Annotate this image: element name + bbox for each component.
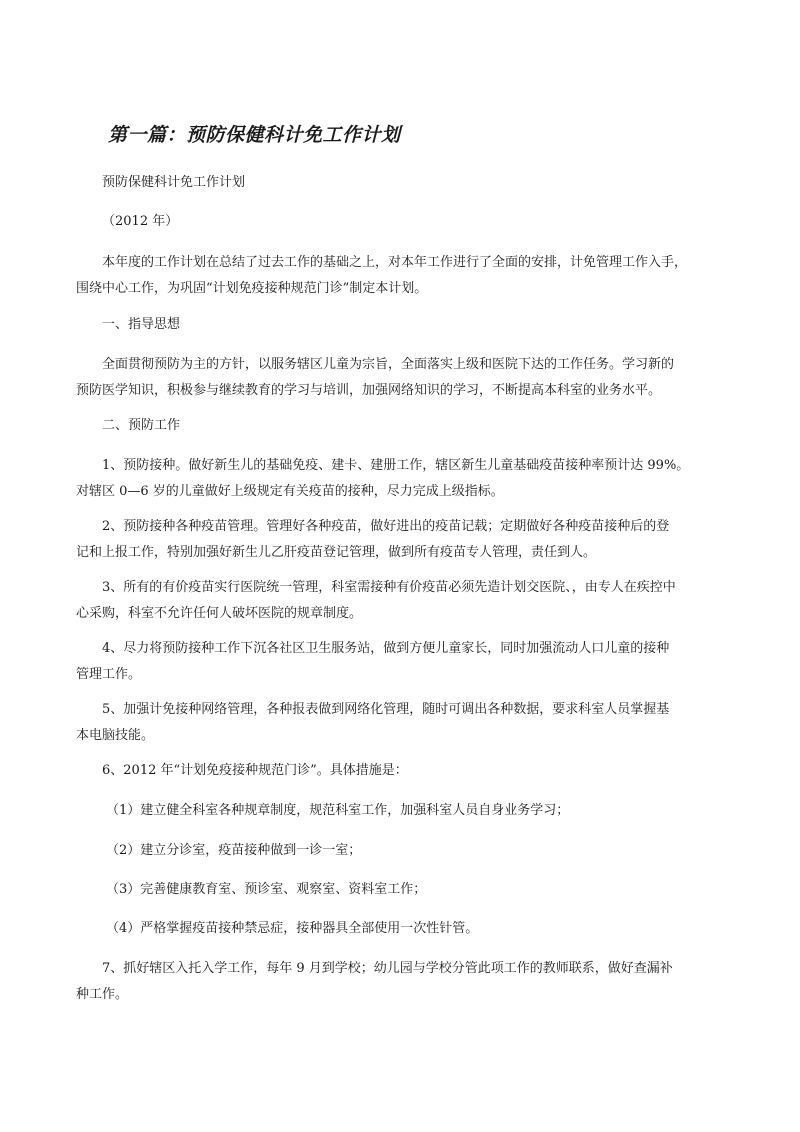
sub-item-4: （4）严格掌握疫苗接种禁忌症，接种器具全部使用一次性针管。: [106, 921, 479, 936]
list-item-4: 4、尽力将预防接种工作下沉各社区卫生服务站，做到方便儿童家长，同时加强流动人口儿童的接种 管理工作。: [76, 641, 670, 682]
sub-item-3: （3）完善健康教育室、预诊室、观察室、资料室工作；: [106, 882, 427, 897]
list-item-2: 2、预防接种各种疫苗管理。管理好各种疫苗，做好进出的疫苗记载；定期做好各种疫苗接种后的登 记和上报工作，特别加强好新生儿乙肝疫苗登记管理，做到所有疫苗专人管理，责任到人。: [76, 519, 670, 560]
document-subtitle: 预防保健科计免工作计划: [102, 175, 246, 190]
sub-item-1: （1）建立健全科室各种规章制度，规范科室工作，加强科室人员自身业务学习；: [106, 803, 570, 818]
document-heading: 第一篇：预防保健科计免工作计划: [108, 124, 401, 146]
section-title-guiding-thought: 一、指导思想: [102, 317, 181, 332]
document-year: （2012 年）: [102, 214, 179, 229]
section-body-guiding-thought: 全面贯彻预防为主的方针，以服务辖区儿童为宗旨，全面落实上级和医院下达的工作任务。学习新的 预防医学知识，积极参与继续教育的学习与培训，加强网络知识的学习，不断提高本科室的业务水平。: [76, 357, 675, 398]
list-item-6: 6、2012 年“计划免疫接种规范门诊”。具体措施是：: [102, 763, 408, 778]
list-item-3: 3、所有的有价疫苗实行医院统一管理，科室需接种有价疫苗必须先造计划交医院、，由专人在疾控中 心采购，科室不允许任何人破坏医院的规章制度。: [76, 580, 676, 621]
list-item-1: 1、预防接种。做好新生儿的基础免疫、建卡、建册工作，辖区新生儿童基础疫苗接种率预计达 99%。 对辖区 0—6 岁的儿童做好上级规定有关疫苗的接种，尽力完成上级指标。: [76, 458, 690, 499]
section-title-prevention-work: 二、预防工作: [102, 418, 181, 433]
intro-paragraph: 本年度的工作计划在总结了过去工作的基础之上，对本年工作进行了全面的安排，计免管理工作入手， 围绕中心工作，为巩固“计划免疫接种规范门诊”制定本计划。: [76, 255, 688, 296]
list-item-7: 7、抓好辖区入托入学工作，每年 9 月到学校；幼儿园与学校分管此项工作的教师联系，做好查漏补 种工作。: [76, 961, 673, 1002]
sub-item-2: （2）建立分诊室，疫苗接种做到一诊一室；: [106, 843, 362, 858]
list-item-5: 5、加强计免接种网络管理，各种报表做到网络化管理，随时可调出各种数据，要求科室人员掌握基 本电脑技能。: [76, 702, 670, 743]
